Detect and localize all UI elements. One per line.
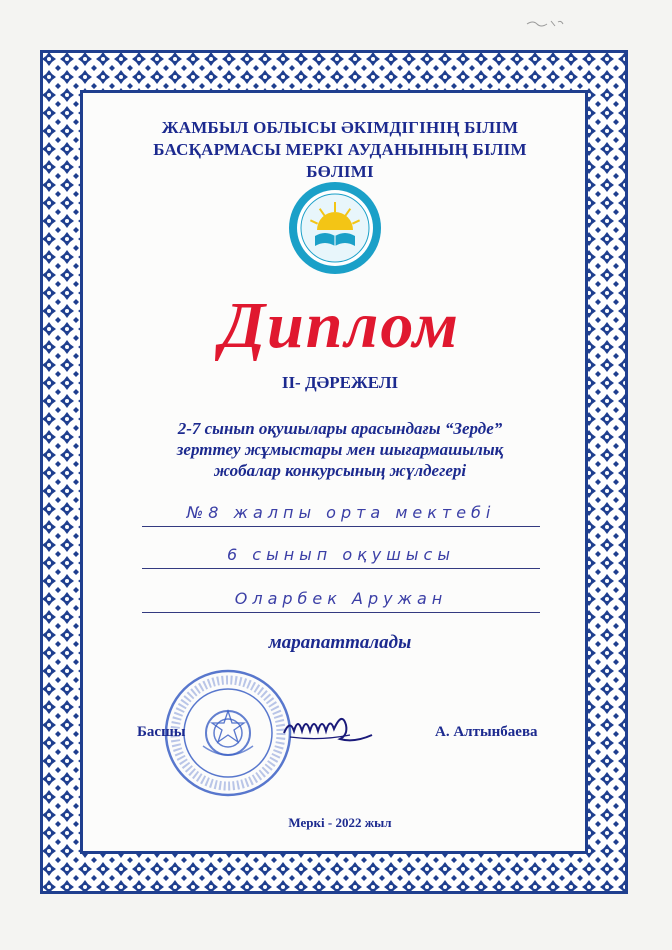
diploma-title: Диплом <box>219 289 461 362</box>
place-year: Меркі - 2022 жыл <box>288 815 392 830</box>
issuer-header <box>120 117 560 183</box>
issuer-line-2: БАСҚАРМАСЫ МЕРКІ АУДАНЫНЫҢ БІЛІМ БӨЛІМІ <box>153 140 527 181</box>
competition-description <box>120 418 560 481</box>
grade-field: 6 сынып оқушысы <box>142 544 540 569</box>
school-field: №8 жалпы орта мектебі <box>142 502 540 527</box>
description-line-2: зерттеу жұмыстары мен шығармашылық <box>176 440 504 459</box>
recipient-name-field: Оларбек Аружан <box>142 588 540 613</box>
degree-label: ІІ- ДӘРЕЖЕЛІ <box>281 373 399 392</box>
issuer-line-1: ЖАМБЫЛ ОБЛЫСЫ ӘКІМДІГІНІҢ БІЛІМ <box>161 118 519 137</box>
signature-icon <box>280 705 380 750</box>
education-emblem-icon <box>287 180 383 276</box>
description-line-1: 2-7 сынып оқушылары арасындағы “Зерде” <box>177 419 503 438</box>
awarded-label: марапатталады <box>268 632 412 653</box>
signatory-name: А. Алтынбаева <box>435 724 538 740</box>
signatory-label: Басшы <box>137 724 186 740</box>
description-line-3: жобалар конкурсының жүлдегері <box>213 461 467 480</box>
